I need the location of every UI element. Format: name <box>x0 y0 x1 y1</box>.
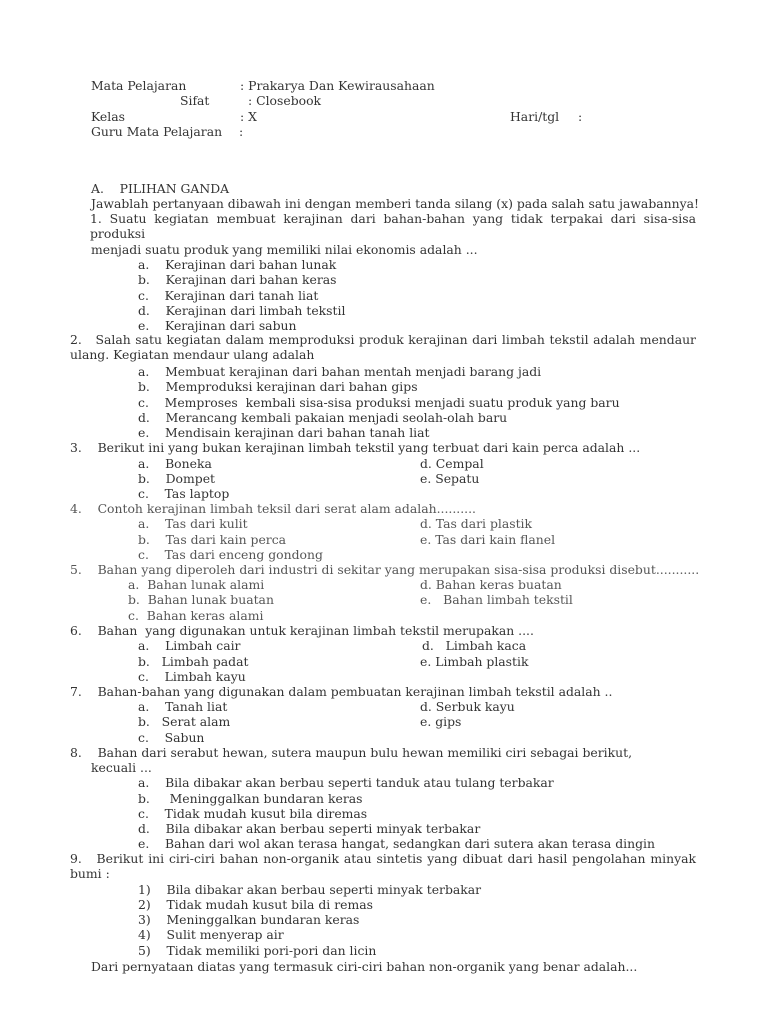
question-1-continuation: menjadi suatu produk yang memiliki nilai ekonomis adalah ... <box>91 242 478 257</box>
subject-value: : Prakarya Dan Kewirausahaan <box>240 78 435 93</box>
question-9-footer: Dari pernyataan diatas yang termasuk ciri-ciri bahan non-organik yang benar adalah... <box>91 959 638 974</box>
question-6-option-d[interactable]: d. Limbah kaca <box>422 638 527 653</box>
question-8-option-b[interactable]: b. Meninggalkan bundaran keras <box>138 791 363 806</box>
question-9-number: 9. <box>70 851 82 866</box>
day-label: Hari/tgl <box>510 109 560 124</box>
question-2-option-d[interactable]: d. Merancang kembali pakaian menjadi seolah-olah baru <box>138 410 508 425</box>
question-8-option-a[interactable]: a. Bila dibakar akan berbau seperti tanduk atau tulang terbakar <box>138 775 554 790</box>
question-9-text <box>70 851 696 882</box>
question-3-option-c[interactable]: c. Tas laptop <box>138 486 230 501</box>
question-1-text: 1. Suatu kegiatan membuat kerajinan dari bahan-bahan yang tidak terpakai dari sisa-sisa produksi <box>90 211 696 241</box>
question-2-option-b[interactable]: b. Memproduksi kerajinan dari bahan gips <box>138 379 418 394</box>
question-6-text: 6. Bahan yang digunakan untuk kerajinan limbah tekstil merupakan .... <box>70 623 534 638</box>
question-7-option-e[interactable]: e. gips <box>420 714 462 729</box>
section-title: A. PILIHAN GANDA <box>91 181 230 196</box>
nature-label: Sifat <box>180 93 210 108</box>
question-8-option-d[interactable]: d. Bila dibakar akan berbau seperti minyak terbakar <box>138 821 481 836</box>
question-1-option-e[interactable]: e. Kerajinan dari sabun <box>138 318 297 333</box>
question-3-option-d[interactable]: d. Cempal <box>420 456 484 471</box>
question-6-option-a[interactable]: a. Limbah cair <box>138 638 241 653</box>
question-9-statement-5: 5) Tidak memiliki pori-pori dan licin <box>138 943 377 958</box>
question-7-option-b[interactable]: b. Serat alam <box>138 714 231 729</box>
question-4-text: 4. Contoh kerajinan limbah teksil dari serat alam adalah.......... <box>70 501 476 516</box>
question-7-option-c[interactable]: c. Sabun <box>138 730 205 745</box>
question-4-option-e[interactable]: e. Tas dari kain flanel <box>420 532 556 547</box>
question-1-option-b[interactable]: b. Kerajinan dari bahan keras <box>138 272 337 287</box>
question-7-option-a[interactable]: a. Tanah liat <box>138 699 228 714</box>
teacher-value: : <box>239 124 244 139</box>
question-7-text: 7. Bahan-bahan yang digunakan dalam pembuatan kerajinan limbah tekstil adalah .. <box>70 684 613 699</box>
class-value: : X <box>240 109 257 124</box>
question-1-option-a[interactable]: a. Kerajinan dari bahan lunak <box>138 257 337 272</box>
subject-label: Mata Pelajaran <box>91 78 187 93</box>
question-5-option-c[interactable]: c. Bahan keras alami <box>128 608 264 623</box>
question-6-option-c[interactable]: c. Limbah kayu <box>138 669 246 684</box>
nature-value: : Closebook <box>248 93 322 108</box>
question-7-option-d[interactable]: d. Serbuk kayu <box>420 699 515 714</box>
question-1-option-c[interactable]: c. Kerajinan dari tanah liat <box>138 288 319 303</box>
question-4-option-a[interactable]: a. Tas dari kulit <box>138 516 248 531</box>
section-instruction: Jawablah pertanyaan dibawah ini dengan memberi tanda silang (x) pada salah satu jawabannya! <box>91 196 699 211</box>
question-3-option-b[interactable]: b. Dompet <box>138 471 216 486</box>
question-2-option-c[interactable]: c. Memproses kembali sisa-sisa produksi menjadi suatu produk yang baru <box>138 395 620 410</box>
question-5-option-b[interactable]: b. Bahan lunak buatan <box>128 592 274 607</box>
question-2-text <box>70 332 696 363</box>
question-8-option-c[interactable]: c. Tidak mudah kusut bila diremas <box>138 806 368 821</box>
question-6-option-b[interactable]: b. Limbah padat <box>138 654 249 669</box>
question-2-stem: Salah satu kegiatan dalam memproduksi produk kerajinan dari limbah tekstil adalah mendaur ulang. Kegiatan mendaur ulang adalah <box>70 332 696 363</box>
question-5-text: 5. Bahan yang diperoleh dari industri di sekitar yang merupakan sisa-sisa produksi disebut........... <box>70 562 700 577</box>
question-9-statement-2: 2) Tidak mudah kusut bila di remas <box>138 897 373 912</box>
question-2-number: 2. <box>70 332 82 347</box>
question-8-option-e[interactable]: e. Bahan dari wol akan terasa hangat, sedangkan dari sutera akan terasa dingin <box>138 836 655 851</box>
question-3-option-e[interactable]: e. Sepatu <box>420 471 480 486</box>
day-value: : <box>578 109 583 124</box>
question-9-statement-4: 4) Sulit menyerap air <box>138 927 284 942</box>
question-6-option-e[interactable]: e. Limbah plastik <box>420 654 529 669</box>
question-2-option-e[interactable]: e. Mendisain kerajinan dari bahan tanah liat <box>138 425 430 440</box>
question-5-option-a[interactable]: a. Bahan lunak alami <box>128 577 265 592</box>
question-5-option-d[interactable]: d. Bahan keras buatan <box>420 577 562 592</box>
question-9-statement-1: 1) Bila dibakar akan berbau seperti minyak terbakar <box>138 882 482 897</box>
question-4-option-b[interactable]: b. Tas dari kain perca <box>138 532 287 547</box>
question-5-option-e[interactable]: e. Bahan limbah tekstil <box>420 592 573 607</box>
question-3-text: 3. Berikut ini yang bukan kerajinan limbah tekstil yang terbuat dari kain perca adalah ... <box>70 440 641 455</box>
teacher-label: Guru Mata Pelajaran <box>91 124 223 139</box>
question-9-stem: Berikut ini ciri-ciri bahan non-organik atau sintetis yang dibuat dari hasil pengolahan minyak bumi : <box>70 851 696 882</box>
class-label: Kelas <box>91 109 125 124</box>
question-2-option-a[interactable]: a. Membuat kerajinan dari bahan mentah menjadi barang jadi <box>138 364 542 379</box>
question-9-statement-3: 3) Meninggalkan bundaran keras <box>138 912 360 927</box>
question-8-text: 8. Bahan dari serabut hewan, sutera maupun bulu hewan memiliki ciri sebagai berikut, <box>70 745 633 760</box>
question-3-option-a[interactable]: a. Boneka <box>138 456 212 471</box>
question-8-continuation: kecuali ... <box>91 760 152 775</box>
question-4-option-c[interactable]: c. Tas dari enceng gondong <box>138 547 323 562</box>
question-4-option-d[interactable]: d. Tas dari plastik <box>420 516 533 531</box>
question-1-option-d[interactable]: d. Kerajinan dari limbah tekstil <box>138 303 346 318</box>
